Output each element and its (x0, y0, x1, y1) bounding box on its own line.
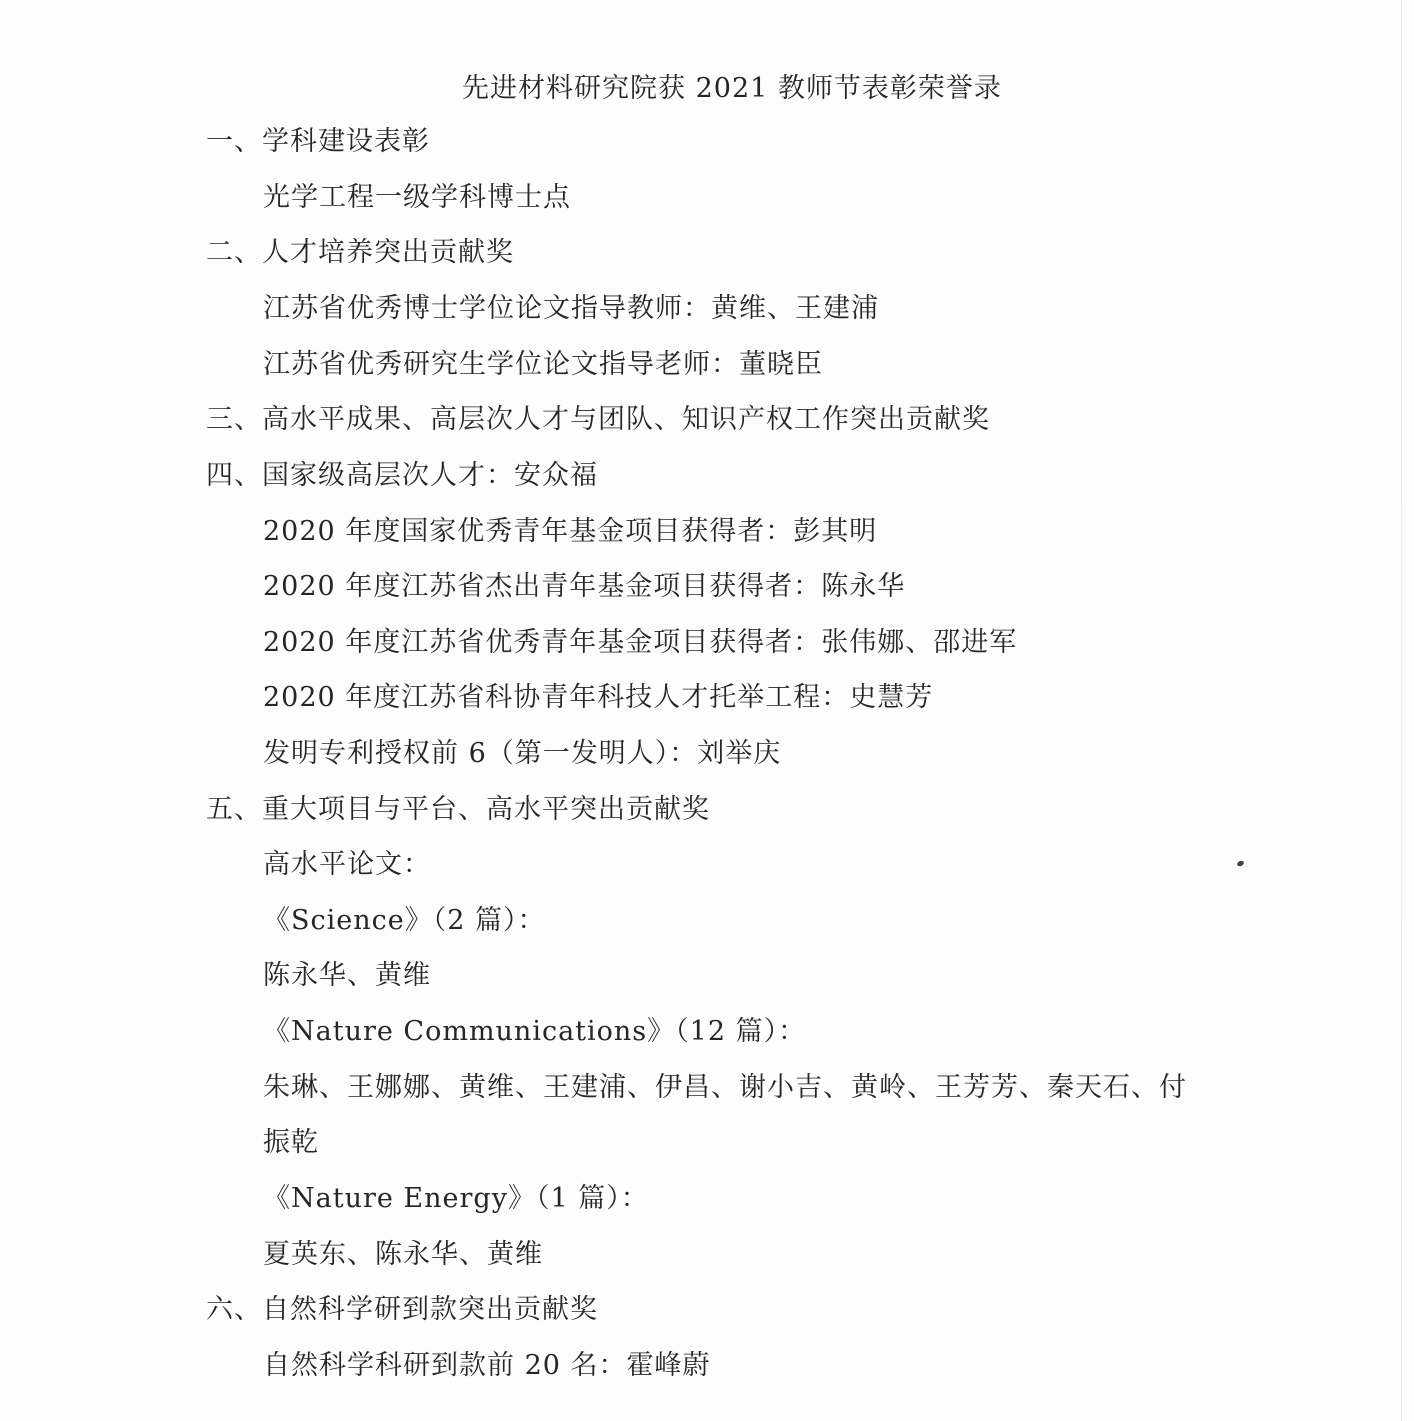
section-heading-3: 三、高水平成果、高层次人才与团队、知识产权工作突出贡献奖 (206, 404, 990, 435)
journal-line: 《Nature Communications》（12 篇）： (263, 1016, 807, 1047)
author-list: 朱琳、王娜娜、黄维、王建浦、伊昌、谢小吉、黄岭、王芳芳、秦天石、付 (263, 1072, 1187, 1103)
section-item: 2020 年度江苏省杰出青年基金项目获得者：陈永华 (263, 571, 906, 602)
section-heading-4: 四、国家级高层次人才：安众福 (206, 460, 598, 491)
section-item: 2020 年度江苏省优秀青年基金项目获得者：张伟娜、邵进军 (263, 627, 1018, 658)
section-item: 发明专利授权前 6（第一发明人）：刘举庆 (263, 738, 782, 769)
ink-speck (1236, 860, 1244, 867)
section-item: 2020 年度江苏省科协青年科技人才托举工程：史慧芳 (263, 682, 934, 713)
author-list-continued: 振乾 (263, 1127, 319, 1158)
section-heading-2: 二、人才培养突出贡献奖 (206, 237, 514, 268)
document-title: 先进材料研究院获 2021 教师节表彰荣誉录 (462, 73, 1002, 104)
scan-edge (1401, 0, 1402, 1421)
journal-line: 《Science》（2 篇）： (263, 905, 546, 936)
section-heading-6: 六、自然科学研到款突出贡献奖 (206, 1294, 598, 1325)
section-item: 2020 年度国家优秀青年基金项目获得者：彭其明 (263, 516, 878, 547)
section-item: 自然科学科研到款前 20 名：霍峰蔚 (263, 1350, 711, 1381)
section-item: 江苏省优秀博士学位论文指导教师：黄维、王建浦 (263, 293, 879, 324)
author-list: 夏英东、陈永华、黄维 (263, 1239, 543, 1270)
section-item: 高水平论文： (263, 849, 431, 880)
journal-line: 《Nature Energy》（1 篇）： (263, 1183, 649, 1214)
author-list: 陈永华、黄维 (263, 960, 431, 991)
section-heading-5: 五、重大项目与平台、高水平突出贡献奖 (206, 794, 710, 825)
section-item: 江苏省优秀研究生学位论文指导老师：董晓臣 (263, 349, 823, 380)
section-item: 光学工程一级学科博士点 (263, 182, 571, 213)
section-heading-1: 一、学科建设表彰 (206, 126, 430, 157)
